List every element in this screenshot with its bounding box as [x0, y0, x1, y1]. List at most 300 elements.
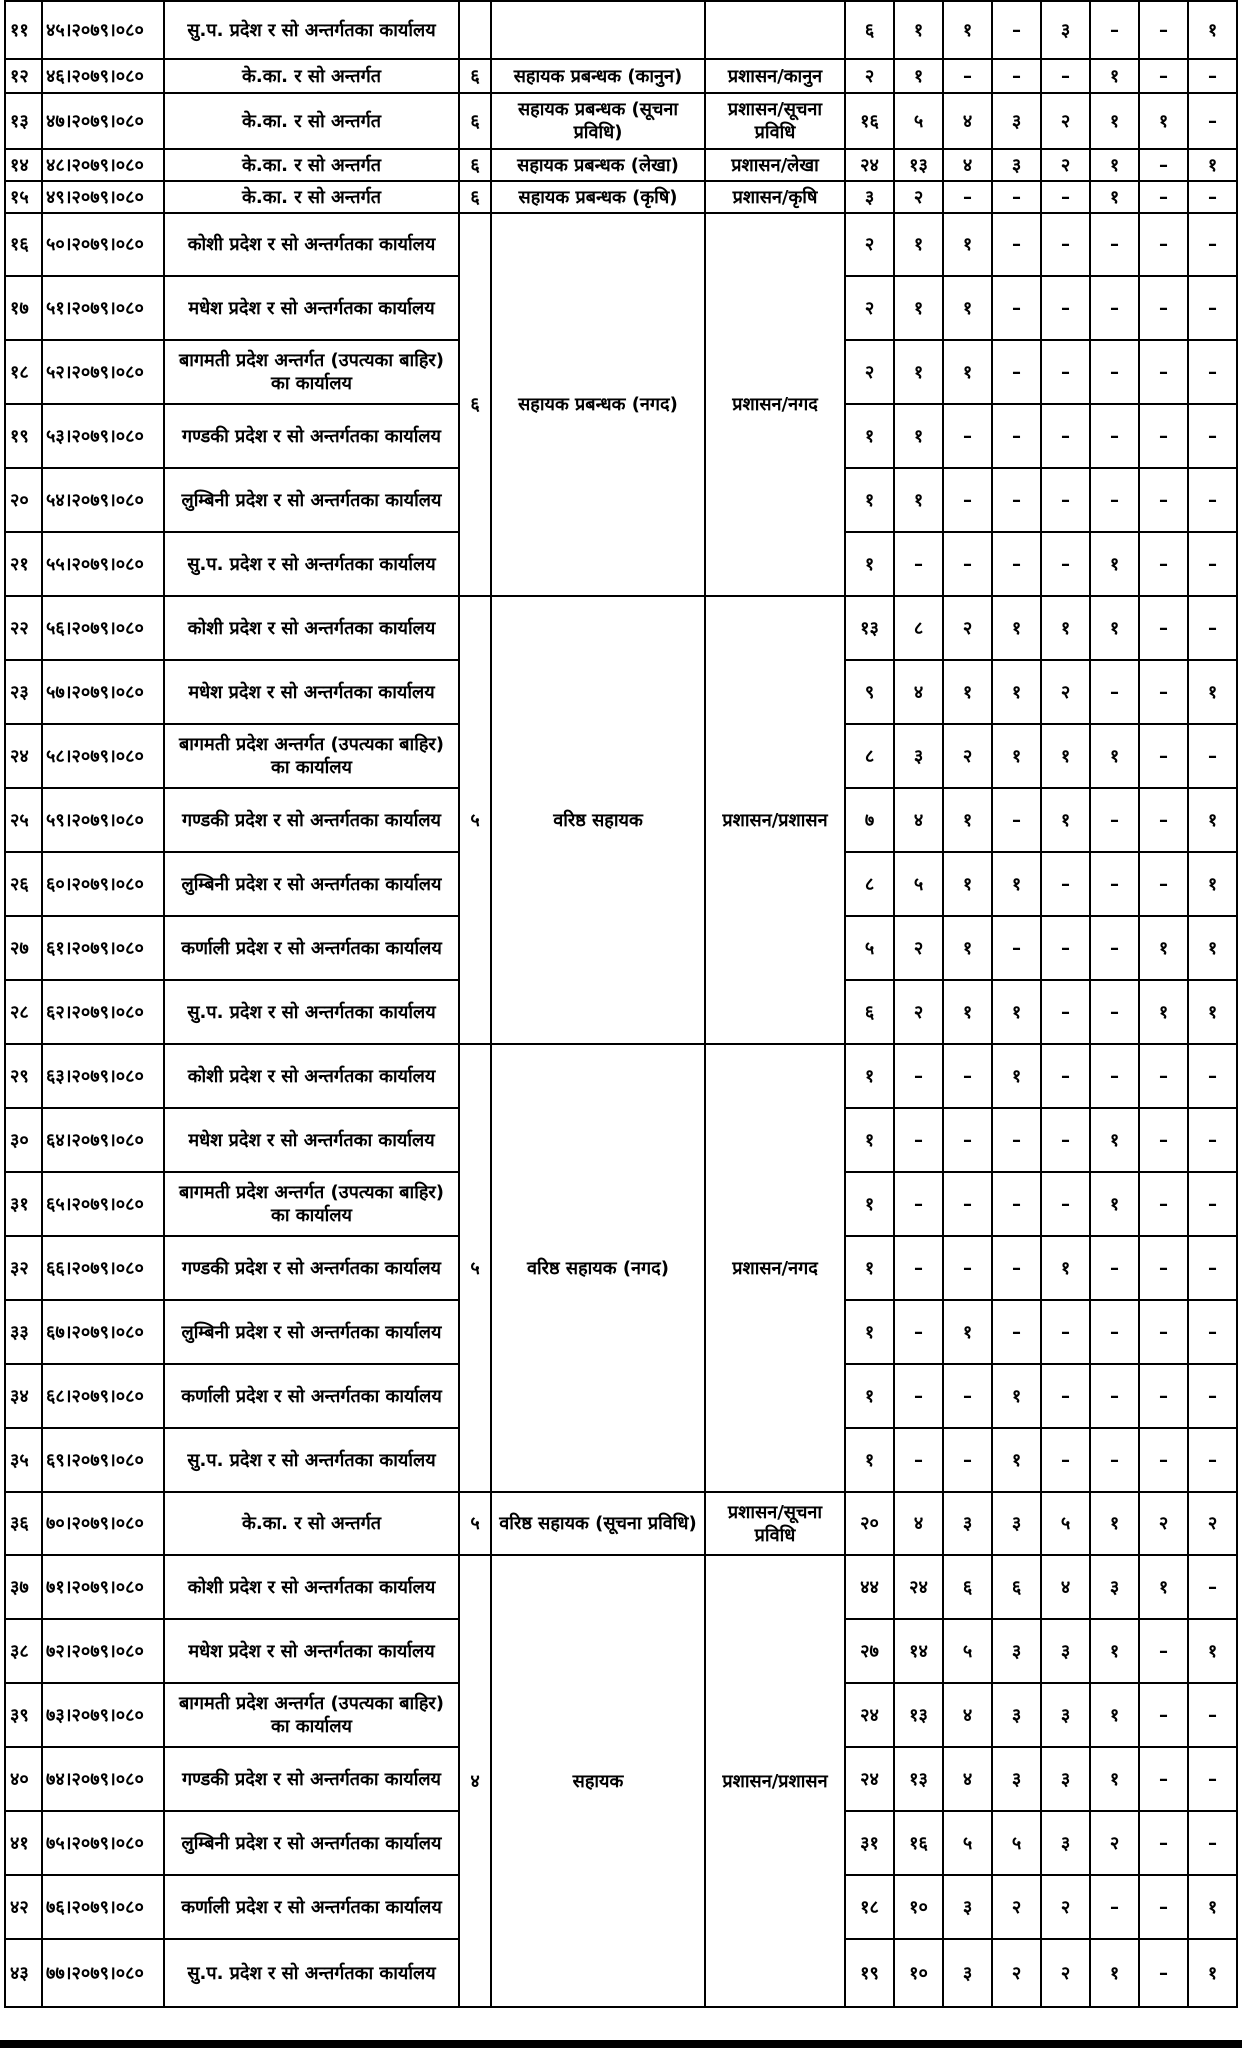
count-cell: १ — [943, 213, 992, 276]
count-cell: – — [1090, 213, 1139, 276]
advertisement-code-cell: ७३।२०७९।०८० — [42, 1683, 164, 1747]
count-cell: २ — [943, 596, 992, 660]
service-group-cell: प्रशासन/प्रशासन — [705, 1555, 845, 2007]
count-cell: – — [1139, 1811, 1188, 1875]
advertisement-code-cell: ६३।२०७९।०८० — [42, 1044, 164, 1108]
count-cell: १ — [1041, 596, 1090, 660]
count-cell: १ — [943, 1, 992, 59]
count-cell: – — [992, 181, 1041, 213]
count-cell: १ — [1188, 1, 1237, 59]
count-cell: – — [992, 340, 1041, 404]
serial-number-cell: ३२ — [5, 1236, 42, 1300]
service-group-cell: प्रशासन/कृषि — [705, 181, 845, 213]
count-cell: – — [1188, 1364, 1237, 1428]
advertisement-code-cell: ७१।२०७९।०८० — [42, 1555, 164, 1619]
serial-number-cell: ३५ — [5, 1428, 42, 1492]
advertisement-code-cell: ५८।२०७९।०८० — [42, 724, 164, 788]
post-cell: सहायक प्रबन्धक (नगद) — [491, 213, 705, 596]
count-cell: – — [1041, 1364, 1090, 1428]
service-group-cell: प्रशासन/प्रशासन — [705, 596, 845, 1044]
count-cell: १ — [1139, 1555, 1188, 1619]
office-cell: कर्णाली प्रदेश र सो अन्तर्गतका कार्यालय — [164, 916, 459, 980]
count-cell: २ — [943, 724, 992, 788]
count-cell: – — [943, 468, 992, 532]
count-cell: – — [894, 1236, 943, 1300]
count-cell: १३ — [894, 149, 943, 181]
count-cell: ४ — [943, 1683, 992, 1747]
count-cell: २ — [1041, 1875, 1090, 1939]
count-cell: – — [1090, 852, 1139, 916]
count-cell: – — [894, 532, 943, 596]
count-cell: ४ — [943, 93, 992, 149]
advertisement-code-cell: ५४।२०७९।०८० — [42, 468, 164, 532]
office-cell: सु.प. प्रदेश र सो अन्तर्गतका कार्यालय — [164, 1428, 459, 1492]
service-group-cell — [705, 1, 845, 59]
count-cell: ३ — [1041, 1747, 1090, 1811]
count-cell: – — [992, 1300, 1041, 1364]
count-cell: – — [943, 1364, 992, 1428]
count-cell: ३ — [943, 1939, 992, 2007]
count-cell: – — [1139, 1, 1188, 59]
serial-number-cell: १४ — [5, 149, 42, 181]
count-cell: – — [1041, 1300, 1090, 1364]
count-cell: – — [1139, 1747, 1188, 1811]
office-cell: के.का. र सो अन्तर्गत — [164, 1492, 459, 1555]
advertisement-code-cell: ६१।२०७९।०८० — [42, 916, 164, 980]
advertisement-code-cell: ६०।२०७९।०८० — [42, 852, 164, 916]
count-cell: ९ — [845, 660, 894, 724]
table-row — [5, 93, 1237, 149]
count-cell: १ — [845, 468, 894, 532]
count-cell: ५ — [894, 852, 943, 916]
count-cell: १८ — [845, 1875, 894, 1939]
count-cell: १ — [1188, 980, 1237, 1044]
serial-number-cell: ३० — [5, 1108, 42, 1172]
count-cell: – — [1139, 1172, 1188, 1236]
count-cell: – — [1139, 724, 1188, 788]
count-cell: – — [1139, 1300, 1188, 1364]
count-cell: – — [943, 181, 992, 213]
table-row — [5, 213, 1237, 276]
count-cell: २ — [1090, 1811, 1139, 1875]
count-cell: २ — [1041, 660, 1090, 724]
count-cell: – — [1188, 93, 1237, 149]
count-cell: २४ — [845, 1683, 894, 1747]
vacancy-table-body — [5, 1, 1237, 2007]
count-cell: – — [1139, 1236, 1188, 1300]
count-cell: – — [1188, 596, 1237, 660]
count-cell: ३ — [1041, 1811, 1090, 1875]
table-row — [5, 1492, 1237, 1555]
count-cell: १ — [894, 404, 943, 468]
serial-number-cell: ४२ — [5, 1875, 42, 1939]
count-cell: – — [894, 1044, 943, 1108]
count-cell: २४ — [845, 1747, 894, 1811]
count-cell: – — [1139, 149, 1188, 181]
count-cell: – — [1041, 468, 1090, 532]
serial-number-cell: २४ — [5, 724, 42, 788]
serial-number-cell: २८ — [5, 980, 42, 1044]
count-cell: १ — [845, 1172, 894, 1236]
count-cell: १ — [1090, 1683, 1139, 1747]
serial-number-cell: ३८ — [5, 1619, 42, 1683]
count-cell: – — [1188, 1108, 1237, 1172]
count-cell: – — [1188, 59, 1237, 93]
count-cell: – — [1041, 1428, 1090, 1492]
count-cell: १ — [1188, 1619, 1237, 1683]
count-cell: १ — [845, 1236, 894, 1300]
advertisement-code-cell: ६८।२०७९।०८० — [42, 1364, 164, 1428]
count-cell: – — [894, 1364, 943, 1428]
count-cell: – — [1139, 596, 1188, 660]
count-cell: १ — [845, 1428, 894, 1492]
count-cell: – — [1188, 213, 1237, 276]
count-cell: १ — [992, 724, 1041, 788]
office-cell: बागमती प्रदेश अन्तर्गत (उपत्यका बाहिर) का कार्यालय — [164, 1172, 459, 1236]
count-cell: ८ — [894, 596, 943, 660]
serial-number-cell: ४० — [5, 1747, 42, 1811]
count-cell: १३ — [894, 1683, 943, 1747]
office-cell: बागमती प्रदेश अन्तर्गत (उपत्यका बाहिर) का कार्यालय — [164, 724, 459, 788]
count-cell: १ — [992, 596, 1041, 660]
count-cell: ३ — [1041, 1619, 1090, 1683]
count-cell: – — [992, 1172, 1041, 1236]
count-cell: ७ — [845, 788, 894, 852]
office-cell: कोशी प्रदेश र सो अन्तर्गतका कार्यालय — [164, 596, 459, 660]
serial-number-cell: १६ — [5, 213, 42, 276]
count-cell: ३ — [894, 724, 943, 788]
count-cell: ३ — [943, 1492, 992, 1555]
advertisement-code-cell: ६७।२०७९।०८० — [42, 1300, 164, 1364]
count-cell: २ — [1041, 1939, 1090, 2007]
count-cell: २ — [894, 181, 943, 213]
count-cell: १ — [1188, 149, 1237, 181]
count-cell: – — [1188, 1747, 1237, 1811]
advertisement-code-cell: ७६।२०७९।०८० — [42, 1875, 164, 1939]
serial-number-cell: १८ — [5, 340, 42, 404]
office-cell: सु.प. प्रदेश र सो अन्तर्गतका कार्यालय — [164, 532, 459, 596]
advertisement-code-cell: ५३।२०७९।०८० — [42, 404, 164, 468]
advertisement-code-cell: ७७।२०७९।०८० — [42, 1939, 164, 2007]
count-cell: – — [1090, 1364, 1139, 1428]
post-cell: सहायक प्रबन्धक (कृषि) — [491, 181, 705, 213]
count-cell: – — [1188, 532, 1237, 596]
office-cell: कोशी प्रदेश र सो अन्तर्गतका कार्यालय — [164, 1555, 459, 1619]
office-cell: कर्णाली प्रदेश र सो अन्तर्गतका कार्यालय — [164, 1875, 459, 1939]
count-cell: – — [1041, 916, 1090, 980]
count-cell: – — [1090, 1236, 1139, 1300]
serial-number-cell: २२ — [5, 596, 42, 660]
level-cell: ५ — [459, 1044, 491, 1492]
vacancy-table — [4, 0, 1238, 2008]
count-cell: २ — [992, 1875, 1041, 1939]
count-cell: १३ — [894, 1747, 943, 1811]
serial-number-cell: ३६ — [5, 1492, 42, 1555]
level-cell: ६ — [459, 59, 491, 93]
count-cell: ६ — [845, 1, 894, 59]
count-cell: ६ — [943, 1555, 992, 1619]
count-cell: – — [1041, 181, 1090, 213]
count-cell: १९ — [845, 1939, 894, 2007]
count-cell: १ — [943, 660, 992, 724]
count-cell: ५ — [1041, 1492, 1090, 1555]
advertisement-code-cell: ७०।२०७९।०८० — [42, 1492, 164, 1555]
advertisement-code-cell: ५७।२०७९।०८० — [42, 660, 164, 724]
post-cell — [491, 1, 705, 59]
count-cell: – — [943, 404, 992, 468]
office-cell: लुम्बिनी प्रदेश र सो अन्तर्गतका कार्यालय — [164, 1811, 459, 1875]
count-cell: – — [1188, 276, 1237, 340]
advertisement-code-cell: ५२।२०७९।०८० — [42, 340, 164, 404]
count-cell: – — [992, 276, 1041, 340]
count-cell: १ — [1041, 788, 1090, 852]
count-cell: – — [1090, 1300, 1139, 1364]
count-cell: – — [992, 404, 1041, 468]
count-cell: – — [1188, 340, 1237, 404]
serial-number-cell: ३३ — [5, 1300, 42, 1364]
count-cell: – — [1090, 1428, 1139, 1492]
office-cell: के.का. र सो अन्तर्गत — [164, 93, 459, 149]
count-cell: – — [1041, 213, 1090, 276]
count-cell: – — [1188, 181, 1237, 213]
office-cell: के.का. र सो अन्तर्गत — [164, 59, 459, 93]
count-cell: – — [1041, 404, 1090, 468]
count-cell: – — [1139, 468, 1188, 532]
count-cell: – — [1139, 1683, 1188, 1747]
count-cell: – — [992, 916, 1041, 980]
office-cell: सु.प. प्रदेश र सो अन्तर्गतका कार्यालय — [164, 980, 459, 1044]
serial-number-cell: २९ — [5, 1044, 42, 1108]
count-cell: – — [943, 1108, 992, 1172]
count-cell: १ — [1188, 660, 1237, 724]
advertisement-code-cell: ४९।२०७९।०८० — [42, 181, 164, 213]
count-cell: – — [1188, 1428, 1237, 1492]
count-cell: ४ — [894, 660, 943, 724]
count-cell: १४ — [894, 1619, 943, 1683]
count-cell: – — [1139, 181, 1188, 213]
count-cell: १ — [1041, 1236, 1090, 1300]
count-cell: १ — [943, 852, 992, 916]
table-row — [5, 1555, 1237, 1619]
count-cell: – — [943, 1172, 992, 1236]
office-cell: मधेश प्रदेश र सो अन्तर्गतका कार्यालय — [164, 1619, 459, 1683]
count-cell: १ — [943, 788, 992, 852]
count-cell: – — [1139, 1428, 1188, 1492]
count-cell: १ — [845, 1108, 894, 1172]
count-cell: १ — [1090, 149, 1139, 181]
office-cell: गण्डकी प्रदेश र सो अन्तर्गतका कार्यालय — [164, 788, 459, 852]
count-cell: – — [1090, 980, 1139, 1044]
count-cell: – — [943, 532, 992, 596]
advertisement-code-cell: ५६।२०७९।०८० — [42, 596, 164, 660]
count-cell: ३ — [992, 1492, 1041, 1555]
advertisement-code-cell: ६२।२०७९।०८० — [42, 980, 164, 1044]
post-cell: सहायक — [491, 1555, 705, 2007]
count-cell: – — [894, 1300, 943, 1364]
count-cell: १ — [1090, 1939, 1139, 2007]
count-cell: – — [992, 1236, 1041, 1300]
count-cell: – — [1041, 1172, 1090, 1236]
count-cell: – — [1090, 788, 1139, 852]
count-cell: १ — [992, 660, 1041, 724]
count-cell: १६ — [894, 1811, 943, 1875]
count-cell: १० — [894, 1939, 943, 2007]
office-cell: गण्डकी प्रदेश र सो अन्तर्गतका कार्यालय — [164, 1236, 459, 1300]
count-cell: १ — [1090, 59, 1139, 93]
count-cell: २ — [992, 1939, 1041, 2007]
advertisement-code-cell: ७५।२०७९।०८० — [42, 1811, 164, 1875]
office-cell: कोशी प्रदेश र सो अन्तर्गतका कार्यालय — [164, 1044, 459, 1108]
advertisement-code-cell: ४७।२०७९।०८० — [42, 93, 164, 149]
count-cell: ४ — [894, 1492, 943, 1555]
advertisement-code-cell: ७४।२०७९।०८० — [42, 1747, 164, 1811]
level-cell: ४ — [459, 1555, 491, 2007]
serial-number-cell: १३ — [5, 93, 42, 149]
office-cell: के.का. र सो अन्तर्गत — [164, 181, 459, 213]
service-group-cell: प्रशासन/सूचना प्रविधि — [705, 1492, 845, 1555]
serial-number-cell: ३१ — [5, 1172, 42, 1236]
count-cell: – — [1139, 213, 1188, 276]
count-cell: – — [1139, 276, 1188, 340]
count-cell: – — [1139, 59, 1188, 93]
service-group-cell: प्रशासन/सूचना प्रविधि — [705, 93, 845, 149]
count-cell: १३ — [845, 596, 894, 660]
count-cell: – — [1090, 468, 1139, 532]
count-cell: – — [1139, 404, 1188, 468]
serial-number-cell: ३४ — [5, 1364, 42, 1428]
count-cell: ५ — [845, 916, 894, 980]
post-cell: वरिष्ठ सहायक (सूचना प्रविधि) — [491, 1492, 705, 1555]
count-cell: १ — [992, 1364, 1041, 1428]
count-cell: ३१ — [845, 1811, 894, 1875]
advertisement-code-cell: ४८।२०७९।०८० — [42, 149, 164, 181]
count-cell: १ — [1090, 1619, 1139, 1683]
count-cell: २ — [894, 916, 943, 980]
count-cell: २४ — [894, 1555, 943, 1619]
post-cell: सहायक प्रबन्धक (कानुन) — [491, 59, 705, 93]
advertisement-code-cell: ४६।२०७९।०८० — [42, 59, 164, 93]
count-cell: २ — [1188, 1492, 1237, 1555]
count-cell: – — [992, 468, 1041, 532]
count-cell: ५ — [943, 1811, 992, 1875]
count-cell: – — [992, 788, 1041, 852]
level-cell: ६ — [459, 93, 491, 149]
post-cell: सहायक प्रबन्धक (लेखा) — [491, 149, 705, 181]
count-cell: – — [1090, 1, 1139, 59]
level-cell: ५ — [459, 1492, 491, 1555]
serial-number-cell: ४३ — [5, 1939, 42, 2007]
service-group-cell: प्रशासन/कानुन — [705, 59, 845, 93]
count-cell: १ — [845, 1300, 894, 1364]
count-cell: २७ — [845, 1619, 894, 1683]
service-group-cell: प्रशासन/लेखा — [705, 149, 845, 181]
count-cell: १ — [943, 340, 992, 404]
count-cell: – — [894, 1172, 943, 1236]
count-cell: – — [1041, 59, 1090, 93]
count-cell: २ — [1139, 1492, 1188, 1555]
count-cell: १ — [1139, 916, 1188, 980]
advertisement-code-cell: ४५।२०७९।०८० — [42, 1, 164, 59]
count-cell: – — [992, 1108, 1041, 1172]
advertisement-code-cell: ६५।२०७९।०८० — [42, 1172, 164, 1236]
count-cell: १ — [894, 59, 943, 93]
count-cell: – — [1188, 404, 1237, 468]
count-cell: १ — [943, 1300, 992, 1364]
advertisement-code-cell: ५०।२०७९।०८० — [42, 213, 164, 276]
advertisement-code-cell: ५५।२०७९।०८० — [42, 532, 164, 596]
serial-number-cell: १९ — [5, 404, 42, 468]
count-cell: – — [1090, 916, 1139, 980]
count-cell: – — [894, 1108, 943, 1172]
count-cell: – — [992, 59, 1041, 93]
count-cell: २ — [845, 340, 894, 404]
serial-number-cell: १७ — [5, 276, 42, 340]
office-cell: गण्डकी प्रदेश र सो अन्तर्गतका कार्यालय — [164, 404, 459, 468]
table-row — [5, 1044, 1237, 1108]
count-cell: – — [1041, 1108, 1090, 1172]
count-cell: – — [943, 1236, 992, 1300]
level-cell: ५ — [459, 596, 491, 1044]
count-cell: १ — [1090, 596, 1139, 660]
count-cell: ३ — [845, 181, 894, 213]
count-cell: – — [1139, 532, 1188, 596]
count-cell: – — [1139, 1108, 1188, 1172]
count-cell: १ — [894, 1, 943, 59]
office-cell: कर्णाली प्रदेश र सो अन्तर्गतका कार्यालय — [164, 1364, 459, 1428]
serial-number-cell: २७ — [5, 916, 42, 980]
count-cell: १६ — [845, 93, 894, 149]
count-cell: १० — [894, 1875, 943, 1939]
count-cell: – — [1139, 1364, 1188, 1428]
level-cell: ६ — [459, 181, 491, 213]
office-cell: के.का. र सो अन्तर्गत — [164, 149, 459, 181]
count-cell: ३ — [1041, 1, 1090, 59]
count-cell: – — [1188, 724, 1237, 788]
count-cell: १ — [1188, 1939, 1237, 2007]
count-cell: १ — [894, 213, 943, 276]
table-row — [5, 181, 1237, 213]
count-cell: – — [1139, 1044, 1188, 1108]
count-cell: १ — [1188, 916, 1237, 980]
count-cell: – — [1188, 468, 1237, 532]
count-cell: ३ — [992, 1747, 1041, 1811]
count-cell: २ — [845, 59, 894, 93]
count-cell: १ — [1090, 532, 1139, 596]
count-cell: १ — [1090, 1172, 1139, 1236]
count-cell: २ — [845, 213, 894, 276]
count-cell: ३ — [992, 93, 1041, 149]
count-cell: ४४ — [845, 1555, 894, 1619]
count-cell: – — [1090, 276, 1139, 340]
serial-number-cell: ३९ — [5, 1683, 42, 1747]
service-group-cell: प्रशासन/नगद — [705, 1044, 845, 1492]
office-cell: लुम्बिनी प्रदेश र सो अन्तर्गतका कार्यालय — [164, 852, 459, 916]
count-cell: – — [1041, 276, 1090, 340]
count-cell: – — [1188, 1300, 1237, 1364]
table-row — [5, 1, 1237, 59]
serial-number-cell: २० — [5, 468, 42, 532]
office-cell: मधेश प्रदेश र सो अन्तर्गतका कार्यालय — [164, 660, 459, 724]
serial-number-cell: २३ — [5, 660, 42, 724]
office-cell: लुम्बिनी प्रदेश र सो अन्तर्गतका कार्यालय — [164, 1300, 459, 1364]
count-cell: – — [1139, 852, 1188, 916]
count-cell: ३ — [992, 1683, 1041, 1747]
count-cell: – — [1139, 1939, 1188, 2007]
count-cell: – — [1041, 980, 1090, 1044]
count-cell: १ — [1090, 1108, 1139, 1172]
count-cell: – — [1090, 660, 1139, 724]
count-cell: ५ — [943, 1619, 992, 1683]
